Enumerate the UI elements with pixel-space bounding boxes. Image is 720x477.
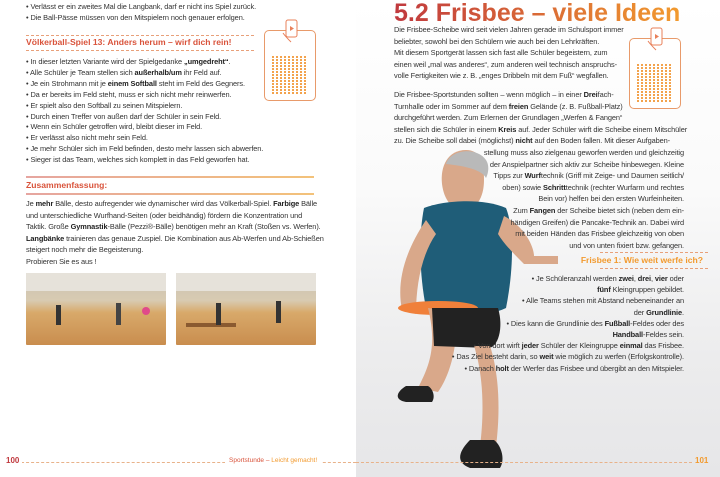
divider (26, 176, 314, 178)
bold-text: einem Softball (107, 78, 157, 88)
qr-code[interactable] (264, 30, 316, 101)
text-segment: Gelände (z. B. Fußball-Platz) (528, 101, 623, 111)
text-segment: Bälle (299, 199, 318, 208)
text-line (502, 183, 684, 192)
text-line (26, 79, 245, 88)
text-segment: der Anspielpartner sich aktiv zur Scheibe hinbewegen. Kleine (489, 159, 684, 169)
summary-heading: Zusammenfassung: (26, 180, 108, 190)
text-segment: stellen sich die Schüler in einem (394, 124, 499, 134)
text-line (532, 274, 684, 283)
text-segment: • Sieger ist das Team, welches sich komplett in das Feld geworfen hat. (26, 155, 250, 165)
text-segment: -Bälle (Pezzi®-Bälle) benötigen mehr an Kraft (Stoßen vs. Werfen). (107, 222, 321, 232)
text-line (522, 296, 684, 305)
page-number-right: 101 (695, 456, 709, 465)
game-heading: Völkerball-Spiel 13: Anders herum – wirf dich rein! (26, 37, 232, 47)
text-segment: Bein vor) helfen bei den ersten Wurfeinheiten. (538, 194, 684, 204)
bold-text: Wurf (524, 171, 541, 181)
text-segment: mit beiden Händen das Frisbee gleichzeitig von oben (515, 229, 684, 239)
text-segment: Schüler der Kleingruppe (538, 341, 620, 351)
text-segment: trainieren das genaue Zuspiel. Die Kombination aus Ab-Werfen und Ab-Schießen (64, 233, 324, 243)
right-page (356, 0, 720, 477)
divider (26, 50, 254, 51)
text-segment: • Wenn ein Schüler getroffen wird, bleibt dieser im Feld. (26, 122, 203, 132)
text-line (394, 102, 623, 111)
text-line (394, 48, 607, 57)
bold-text: Schritt (543, 182, 566, 192)
text-segment: Je (26, 199, 36, 208)
text-segment: der (633, 307, 647, 317)
text-line (394, 71, 609, 80)
text-segment: einen weil „mal was anderes“, zum anderen weil technisch anspruchs- (394, 59, 617, 69)
text-line (26, 144, 263, 153)
text-segment: • Verlässt er ein zweites Mal die Langbank, darf er nicht ins Spiel zurück. (26, 2, 257, 11)
text-segment: . (682, 307, 684, 317)
footer-divider (356, 462, 692, 463)
text-line (26, 245, 143, 254)
text-line (394, 125, 687, 134)
bold-text: Fangen (529, 206, 556, 215)
text-line (394, 113, 622, 122)
text-segment: oben) sowie (502, 182, 544, 192)
bold-text: Gymnastik (70, 222, 108, 232)
text-segment: • Da er bereits im Feld steht, muss er sich nicht mehr reinwerfen. (26, 89, 232, 99)
text-segment: • Das Ziel besteht darin, so (451, 352, 540, 362)
text-segment: • Je Schüleranzahl werden (531, 274, 619, 283)
bold-text: Kreis (498, 124, 517, 134)
bold-text: jeder (521, 341, 539, 351)
text-segment: ihr Feld auf. (181, 67, 222, 77)
game-heading: Frisbee 1: Wie weit werfe ich? (580, 255, 703, 265)
phone-video-icon (280, 19, 302, 43)
text-segment: • Danach (464, 363, 496, 373)
text-segment: • Er verlässt also nicht mehr sein Feld. (26, 133, 148, 143)
text-segment: Kleingruppen gebildet. (610, 285, 684, 295)
footer-title (225, 457, 321, 464)
text-segment: steht im Feld des Gegners. (156, 78, 245, 88)
text-segment: zu. Die Scheibe soll dabei (möglichst) (394, 136, 516, 146)
bold-text: fünf (597, 285, 611, 295)
text-segment: technik (rechter Wurfarm und rechtes (565, 182, 684, 192)
bold-text: Fußball (604, 318, 631, 328)
bold-text: nicht (515, 136, 533, 146)
text-segment: • Alle Teams stehen mit Abstand nebeneinander an (522, 296, 684, 306)
divider (26, 35, 254, 36)
text-line (26, 199, 317, 208)
text-line (26, 2, 256, 11)
text-segment: • Dies kann die Grundlinie des (506, 318, 605, 328)
text-segment: händigen Greifen) die Pancake-Technik an. Dabei wird (510, 217, 684, 227)
text-segment: der Scheibe bietet sich (neben dem ein- (555, 206, 684, 215)
page-title: 5.2 Frisbee – viele Ideen (394, 0, 681, 27)
text-segment: Probieren Sie es aus ! (26, 257, 97, 266)
text-line (484, 148, 684, 157)
text-line (26, 90, 231, 99)
bold-text: außerhalb/um (134, 67, 182, 77)
bold-text: Langbänke (26, 233, 65, 243)
text-line (513, 206, 684, 215)
text-segment: Turnhalle oder im Sommer auf dem (394, 101, 509, 111)
text-line (597, 285, 684, 294)
text-segment: technik (Griff mit Zeige- und Daumen seitlich/ (540, 171, 684, 181)
text-segment: wie möglich zu werfen (Erfolgskontrolle). (553, 352, 684, 362)
text-segment: • Er spielt also den Softball zu seinen Mitspielern. (26, 100, 183, 110)
text-line (26, 57, 230, 66)
text-segment: • Die Ball-Pässe müssen von den Mitspielern noch genauer erfolgen. (26, 13, 245, 22)
divider (600, 252, 708, 253)
text-segment: Bälle, desto aufregender wie dynamischer wird das Völkerball-Spiel. (53, 199, 274, 208)
text-segment: • Alle Schüler je Team stellen sich (26, 67, 135, 77)
text-line (510, 218, 684, 227)
text-segment: Die Frisbee-Scheibe wird seit vielen Jahren gerade im Schulsport immer (394, 25, 624, 34)
text-line (26, 222, 321, 231)
footer-title-a: Sportstunde – (229, 457, 272, 464)
text-line (26, 112, 221, 121)
text-line (474, 341, 684, 350)
text-line (394, 37, 599, 46)
text-segment: auf. Jeder Schüler wirft die Scheibe einem Mitschüler (516, 124, 688, 134)
bold-text: Farbige (273, 199, 300, 208)
gym-photo-1 (26, 273, 166, 345)
text-line (538, 194, 684, 203)
text-line (394, 90, 614, 99)
divider (600, 268, 708, 269)
text-segment: , (650, 274, 655, 283)
text-segment: • Von dort wirft (473, 341, 522, 351)
text-line (506, 319, 684, 328)
bold-text: vier (654, 274, 668, 283)
text-segment: , (633, 274, 638, 283)
text-line (26, 257, 97, 266)
text-line (634, 308, 684, 317)
text-line (26, 122, 202, 131)
bold-text: freien (508, 101, 529, 111)
text-line (490, 160, 684, 169)
divider (26, 193, 314, 195)
text-line (26, 13, 245, 22)
text-line (464, 364, 684, 373)
page-number-left: 100 (3, 456, 22, 465)
text-line (493, 171, 684, 180)
text-segment: beliebter, sowohl bei den Schülern wie auch bei den Lehrkräften. (394, 36, 600, 46)
footer-title-b: Leicht gemacht! (271, 457, 318, 464)
text-line (26, 234, 324, 243)
bold-text: Drei (583, 90, 598, 99)
bold-text: Handball (612, 330, 643, 339)
text-line (394, 60, 617, 69)
text-line (452, 352, 684, 361)
text-segment: -Feldes sein. (642, 330, 684, 339)
text-segment: fach- (597, 90, 614, 99)
text-segment: • Je mehr Schüler sich im Feld befinden, desto mehr lassen sich abwerfen. (26, 144, 264, 154)
text-line (515, 229, 684, 238)
text-line (26, 101, 182, 110)
text-segment: • Je ein Strohmann mit je (26, 78, 108, 88)
text-segment: volle Fertigkeiten wie z. B. „enges Dribbeln mit dem Fuß“ wegfallen. (394, 71, 609, 81)
text-segment: Die Frisbee-Sportstunden sollten – wenn möglich – in einer (394, 90, 584, 99)
bold-text: holt (495, 363, 509, 373)
text-line (394, 136, 670, 145)
bold-text: zwei (618, 274, 634, 283)
text-line (569, 241, 684, 250)
gym-photo-2 (176, 273, 316, 345)
bold-text: Grundlinie (646, 307, 683, 317)
text-segment: . (228, 57, 231, 66)
text-segment: der Werfer das Frisbee und übergibt an den Mitspieler. (508, 363, 684, 373)
text-line (26, 211, 302, 220)
text-segment: Mit diesem Sportgerät lassen sich fast alle Schüler begeistern, zum (394, 48, 608, 58)
text-segment: • Durch einen Treffer von außen darf der Schüler in sein Feld. (26, 111, 222, 121)
phone-video-icon (645, 27, 667, 51)
bold-text: „umgedreht“ (184, 57, 229, 66)
text-line (613, 330, 684, 339)
text-line (26, 133, 148, 142)
text-segment: steigert noch mehr die Begeisterung. (26, 245, 144, 255)
qr-code[interactable] (629, 38, 681, 109)
text-line (394, 25, 624, 34)
text-line (26, 68, 222, 77)
text-segment: auf den Boden fallen. Mit dieser Aufgaben- (532, 136, 670, 146)
left-page (0, 0, 356, 477)
bold-text: mehr (35, 199, 54, 208)
text-segment: oder (667, 274, 684, 283)
text-segment: Zum (513, 206, 530, 215)
bold-text: weit (539, 352, 554, 362)
bold-text: drei (637, 274, 651, 283)
text-segment: durchgeführt werden. Zum Erlernen der Grundlagen „Werfen & Fangen“ (394, 113, 623, 123)
text-line (26, 155, 249, 164)
text-segment: -Feldes oder des (630, 318, 684, 328)
text-segment: das Frisbee. (642, 341, 684, 351)
bold-text: einmal (619, 341, 643, 351)
text-segment: und unterschiedliche Wurfhand-Seiten (oder beidhändig) fördern die Konzentration und (26, 210, 303, 220)
text-segment: und von unten fixiert bzw. gefangen. (569, 240, 684, 250)
text-segment: stellung muss also zielgenau geworfen werden und gleichzeitig (483, 148, 684, 157)
text-segment: • In dieser letzten Variante wird der Spielgedanke (26, 57, 184, 66)
text-segment: Tipps zur (493, 171, 525, 181)
text-segment: Taktik. Große (26, 222, 71, 232)
